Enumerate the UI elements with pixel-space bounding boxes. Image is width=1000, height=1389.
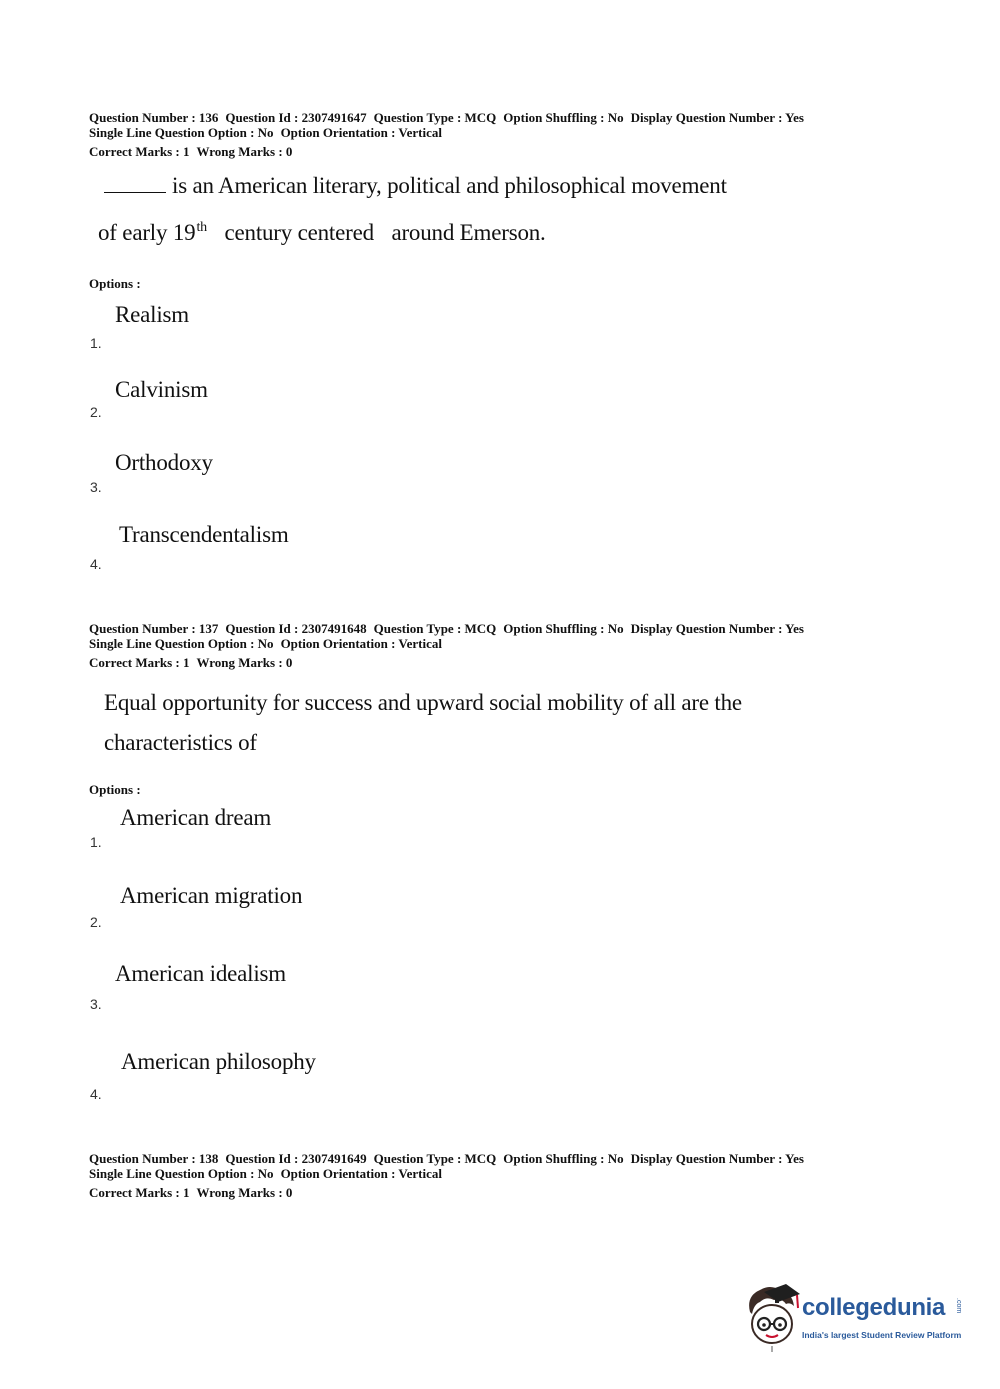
meta-line-1: Question Number : 136 Question Id : 2307491647 Question Type : MCQ Option Shuffling : No Display Question Number : Yes xyxy=(89,110,804,125)
option-3-text: American idealism xyxy=(115,961,286,986)
option-3-number: 3. xyxy=(90,479,102,495)
option-1-text: American dream xyxy=(120,805,272,830)
brand-tagline: India's largest Student Review Platform xyxy=(802,1330,962,1340)
meta-line-2: Single Line Question Option : No Option Orientation : Vertical xyxy=(89,1165,442,1181)
meta-line-2: Single Line Question Option : No Option Orientation : Vertical xyxy=(89,635,442,651)
brand-domain: .com xyxy=(955,1298,962,1314)
question-137-meta xyxy=(89,622,804,671)
option-2-number: 2. xyxy=(90,914,102,930)
question-136-text-line2: of early 19th century centered around Emerson. xyxy=(98,220,546,245)
option-1-text: Realism xyxy=(115,302,189,327)
option-4-number: 4. xyxy=(90,556,102,572)
option-3-number: 3. xyxy=(90,996,102,1012)
meta-line-1: Question Number : 138 Question Id : 2307491649 Question Type : MCQ Option Shuffling : No Display Question Number : Yes xyxy=(89,1151,804,1166)
option-2-text: Calvinism xyxy=(115,377,208,402)
option-1-number: 1. xyxy=(90,834,102,850)
brand-wordmark: collegedunia xyxy=(802,1294,946,1321)
meta-line-3: Correct Marks : 1 Wrong Marks : 0 xyxy=(89,655,293,670)
collegedunia-logo xyxy=(742,1282,972,1352)
option-1-number: 1. xyxy=(90,335,102,351)
fill-in-blank xyxy=(104,172,166,193)
option-3-text: Orthodoxy xyxy=(115,450,213,475)
question-136-meta xyxy=(89,111,804,160)
meta-line-3: Correct Marks : 1 Wrong Marks : 0 xyxy=(89,1185,293,1200)
question-137-text-line2: characteristics of xyxy=(104,730,257,755)
option-4-text: Transcendentalism xyxy=(119,522,289,547)
option-4-text: American philosophy xyxy=(121,1049,316,1074)
question-136-text-line1: is an American literary, political and philosophical movement xyxy=(104,172,727,200)
options-label: Options : xyxy=(89,782,141,797)
options-label: Options : xyxy=(89,276,141,291)
meta-line-1: Question Number : 137 Question Id : 2307491648 Question Type : MCQ Option Shuffling : No Display Question Number : Yes xyxy=(89,621,804,636)
option-2-number: 2. xyxy=(90,404,102,420)
question-138-meta xyxy=(89,1152,804,1201)
meta-line-2: Single Line Question Option : No Option Orientation : Vertical xyxy=(89,124,442,140)
question-137-text-line1: Equal opportunity for success and upward social mobility of all are the xyxy=(104,690,742,715)
mascot-icon xyxy=(742,1282,804,1354)
meta-line-3: Correct Marks : 1 Wrong Marks : 0 xyxy=(89,144,293,159)
option-4-number: 4. xyxy=(90,1086,102,1102)
option-2-text: American migration xyxy=(120,883,303,908)
